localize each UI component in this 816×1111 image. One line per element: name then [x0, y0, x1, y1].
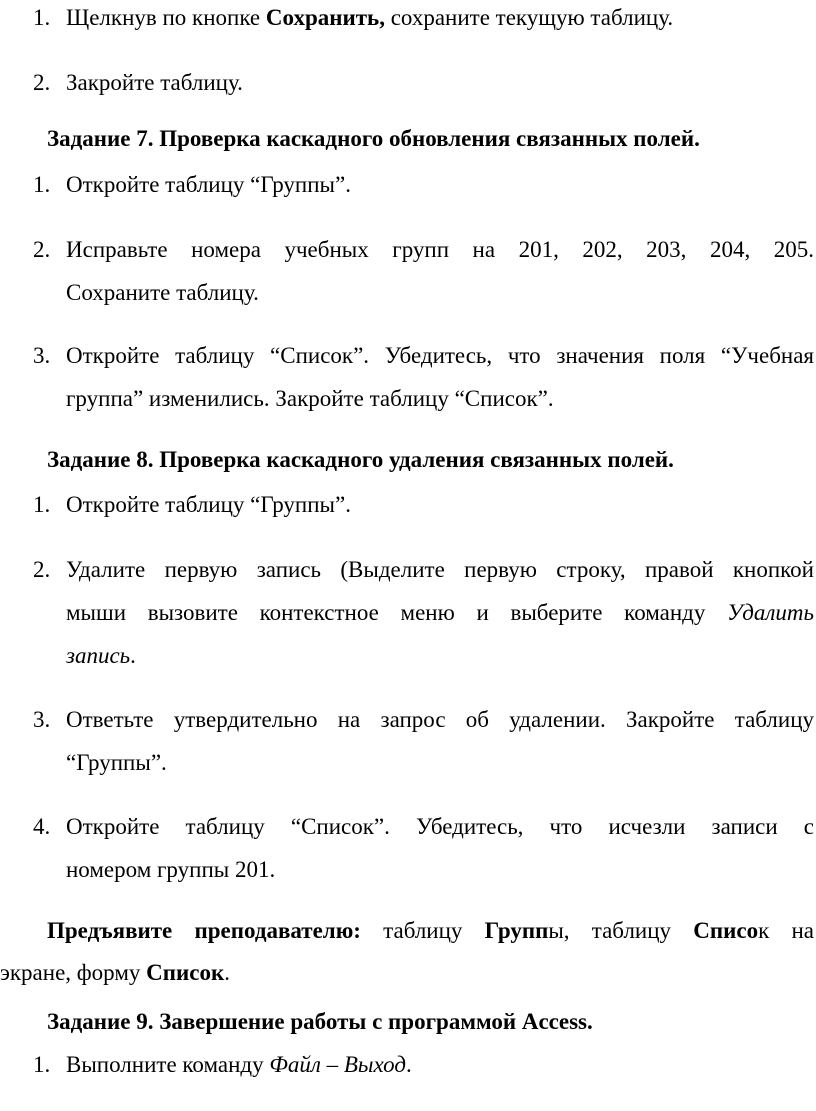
instruction-text: мыши вызовите контекстное меню и выберите команду	[66, 600, 728, 625]
instruction-text: Щелкнув по кнопке	[66, 5, 266, 30]
list-number: 1.	[33, 1052, 51, 1077]
task7-step-2-line1: Исправьте номера учебных групп на 201, 202, 203, 204, 205.	[66, 237, 814, 262]
file-exit-command: Файл – Выход	[269, 1052, 406, 1077]
instruction-save-table	[66, 5, 673, 31]
task8-step-3-line1: Ответьте утвердительно на запрос об удалении. Закройте таблицу	[66, 707, 814, 732]
list-table-name: Списо	[693, 918, 759, 943]
task8-step-4-line2: номером группы 201.	[66, 857, 276, 882]
instruction-text: .	[405, 1052, 412, 1077]
list-number: 3.	[33, 343, 51, 368]
task7-heading: Задание 7. Проверка каскадного обновления связанных полей.	[47, 126, 700, 151]
task8-heading: Задание 8. Проверка каскадного удаления связанных полей.	[47, 447, 674, 472]
instruction-text: сохраните текущую таблицу.	[384, 5, 674, 30]
present-text: к на	[758, 918, 815, 943]
present-text: .	[224, 960, 230, 985]
task7-step-2-line2: Сохраните таблицу.	[66, 280, 259, 305]
task9-step-1	[66, 1052, 412, 1078]
present-text: экране, форму	[0, 960, 147, 985]
list-number: 2.	[33, 237, 51, 262]
present-to-teacher	[47, 918, 814, 944]
task8-step-2-line1: Удалите первую запись (Выделите первую строку, правой кнопкой	[66, 557, 814, 582]
task9-heading: Задание 9. Завершение работы с программой Access.	[47, 1009, 593, 1034]
save-button-label: Сохранить,	[265, 5, 385, 30]
list-number: 1.	[33, 5, 51, 30]
task8-step-4-line1: Откройте таблицу “Список”. Убедитесь, что исчезли записи с	[66, 814, 814, 839]
instruction-text: Выполните команду	[66, 1052, 270, 1077]
task8-step-3-line2: “Группы”.	[66, 750, 167, 775]
list-number: 3.	[33, 707, 51, 732]
list-number: 2.	[33, 557, 51, 582]
delete-command-label: запись	[66, 643, 131, 668]
task8-step-1: Откройте таблицу “Группы”.	[66, 492, 351, 517]
list-number: 1.	[33, 492, 51, 517]
list-number: 1.	[33, 172, 51, 197]
task7-step-1: Откройте таблицу “Группы”.	[66, 172, 351, 197]
list-form-name: Список	[146, 960, 225, 985]
present-text: таблицу	[360, 918, 485, 943]
task7-step-3-line1: Откройте таблицу “Список”. Убедитесь, что значения поля “Учебная	[66, 343, 814, 368]
list-number: 2.	[33, 70, 51, 95]
instruction-text: .	[130, 643, 136, 668]
instruction-close-table: Закройте таблицу.	[66, 70, 243, 95]
task8-step-2-line2	[66, 600, 814, 626]
task8-step-2-line3	[66, 643, 136, 669]
delete-command-label: Удалить	[727, 600, 814, 625]
task7-step-3-line2: группа” изменились. Закройте таблицу “Список”.	[66, 386, 554, 411]
groups-table-name: Групп	[484, 918, 549, 943]
present-label: Предъявите преподавателю:	[47, 918, 361, 943]
list-number: 4.	[33, 814, 51, 839]
present-to-teacher-line2	[0, 960, 230, 986]
present-text: ы, таблицу	[548, 918, 694, 943]
